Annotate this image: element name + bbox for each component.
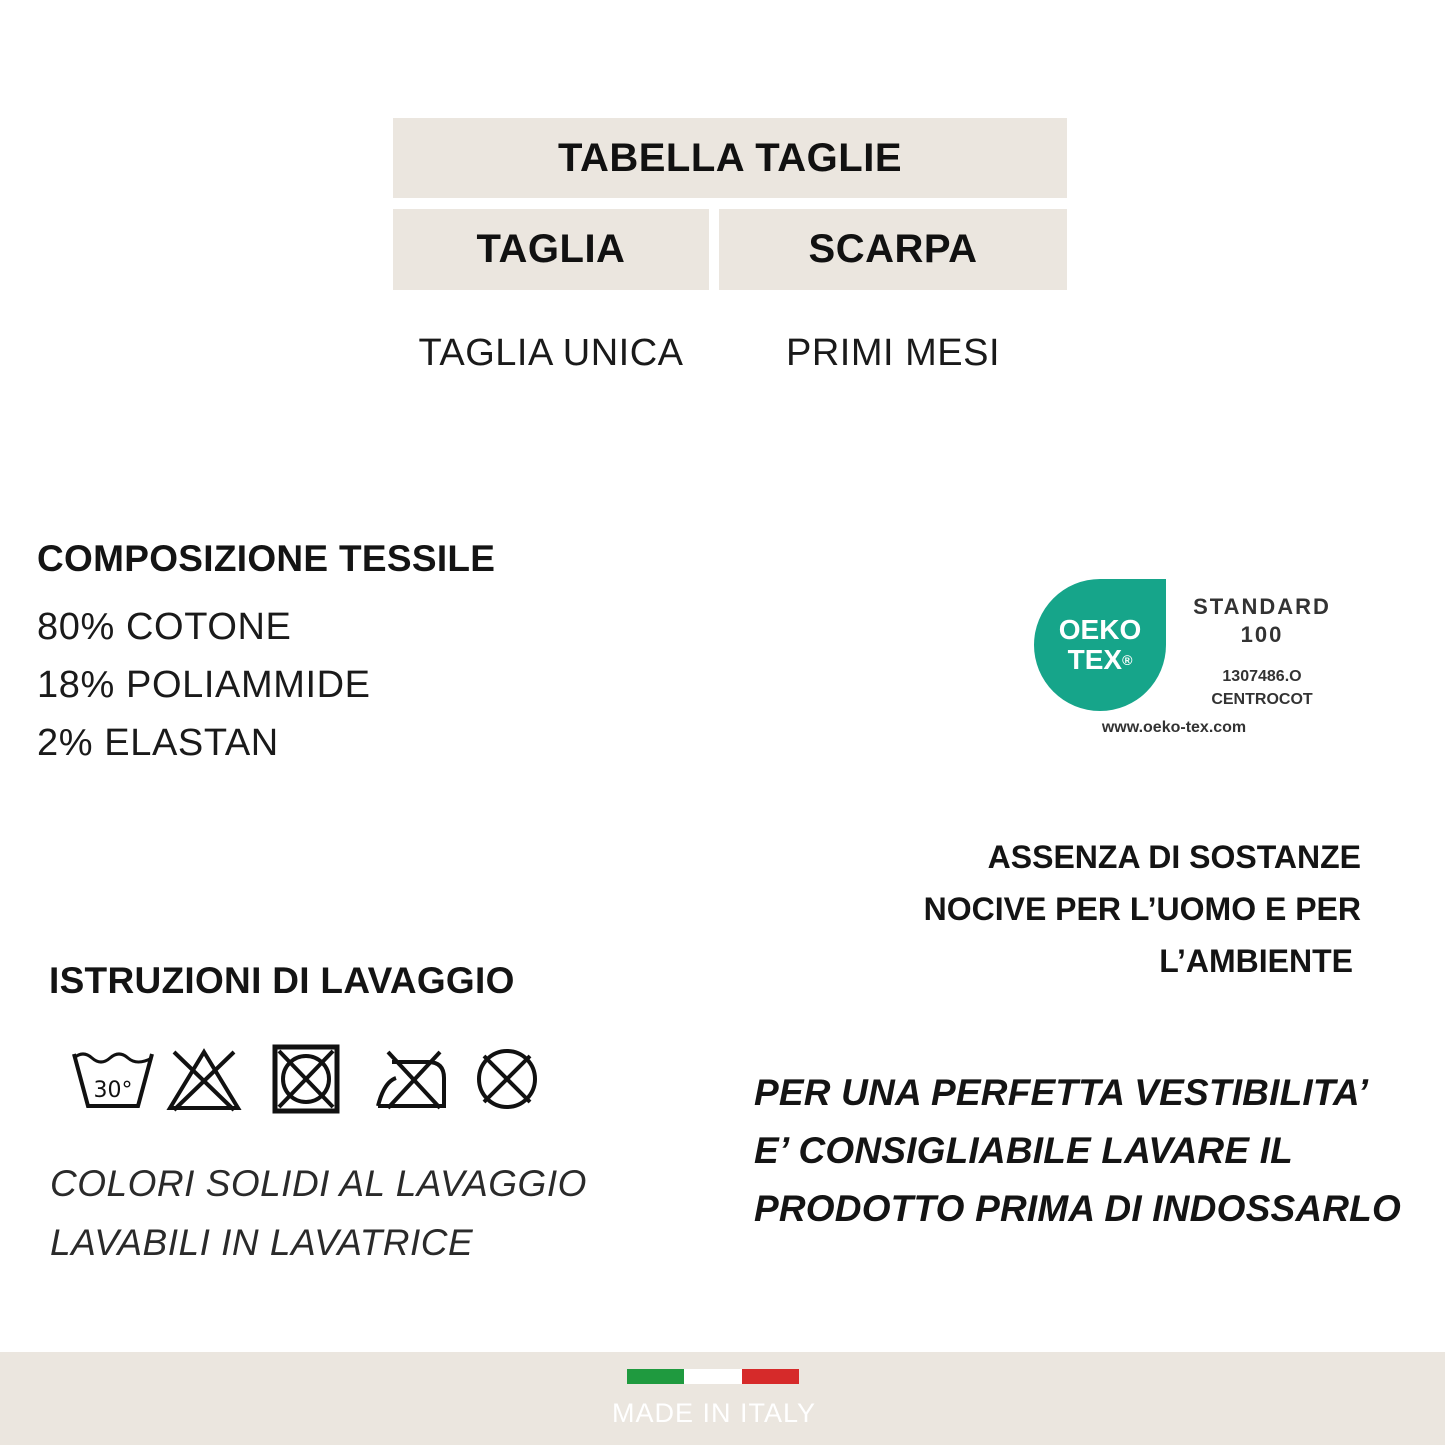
oekotex-logo-line1: OEKO <box>1058 614 1142 645</box>
flag-white-stripe <box>684 1369 741 1384</box>
washing-note: COLORI SOLIDI AL LAVAGGIO <box>50 1163 587 1204</box>
fit-advice-line: PER UNA PERFETTA VESTIBILITA’ <box>754 1072 1369 1113</box>
oekotex-institute: CENTROCOT <box>1211 691 1313 708</box>
registered-mark: ® <box>1122 652 1133 668</box>
no-iron-icon <box>374 1048 450 1110</box>
oekotex-logo-line2-row <box>1034 645 1166 675</box>
oekotex-cert-number: 1307486.O <box>1222 668 1302 685</box>
wash-temp-text: 30° <box>93 1078 133 1103</box>
flag-green-stripe <box>627 1369 684 1384</box>
washing-notes <box>50 1154 587 1272</box>
size-value: TAGLIA UNICA <box>418 332 684 374</box>
no-tumble-dry-icon <box>272 1044 340 1114</box>
oekotex-standard-number: 100 <box>1240 622 1284 647</box>
header-scarpa-text: SCARPA <box>808 227 978 271</box>
oekotex-standard-label: STANDARD <box>1193 594 1331 619</box>
header-taglia-text: TAGLIA <box>476 227 626 271</box>
oekotex-standard <box>1182 593 1342 649</box>
italian-flag-icon <box>627 1369 799 1384</box>
composition-item: 2% ELASTAN <box>37 722 279 764</box>
oekotex-badge <box>1034 579 1354 744</box>
safety-note-line: NOCIVE PER L’UOMO E PER <box>923 891 1361 927</box>
washing-icons <box>70 1042 550 1118</box>
safety-note-line: L’AMBIENTE <box>1159 943 1353 979</box>
safety-note <box>924 831 1361 987</box>
washing-note: LAVABILI IN LAVATRICE <box>50 1222 474 1263</box>
no-bleach-icon <box>166 1046 242 1112</box>
oekotex-logo-text <box>1034 615 1166 675</box>
oekotex-logo-line2: TEX <box>1067 644 1123 675</box>
no-dry-clean-icon <box>474 1046 540 1112</box>
oekotex-website: www.oeko-tex.com <box>1101 719 1247 736</box>
fit-advice-line: PRODOTTO PRIMA DI INDOSSARLO <box>754 1188 1401 1229</box>
wash-30-icon <box>70 1048 156 1110</box>
fit-advice <box>754 1064 1401 1238</box>
composition-item: 18% POLIAMMIDE <box>37 664 371 706</box>
flag-red-stripe <box>742 1369 799 1384</box>
footer-bar <box>0 1352 1445 1445</box>
composition-list <box>37 598 371 772</box>
shoe-value: PRIMI MESI <box>785 332 1001 374</box>
oekotex-cert <box>1182 665 1342 711</box>
washing-heading: ISTRUZIONI DI LAVAGGIO <box>49 960 515 1001</box>
composition-heading: COMPOSIZIONE TESSILE <box>37 538 496 579</box>
size-table-title <box>393 118 1067 198</box>
safety-note-line: ASSENZA DI SOSTANZE <box>987 839 1361 875</box>
made-in-italy-label: MADE IN ITALY <box>611 1398 817 1428</box>
composition-item: 80% COTONE <box>37 606 292 648</box>
size-table-header-taglia <box>393 209 709 290</box>
size-table-title-text: TABELLA TAGLIE <box>558 135 902 180</box>
fit-advice-line: E’ CONSIGLIABILE LAVARE IL <box>754 1130 1293 1171</box>
size-table-header-scarpa <box>719 209 1067 290</box>
